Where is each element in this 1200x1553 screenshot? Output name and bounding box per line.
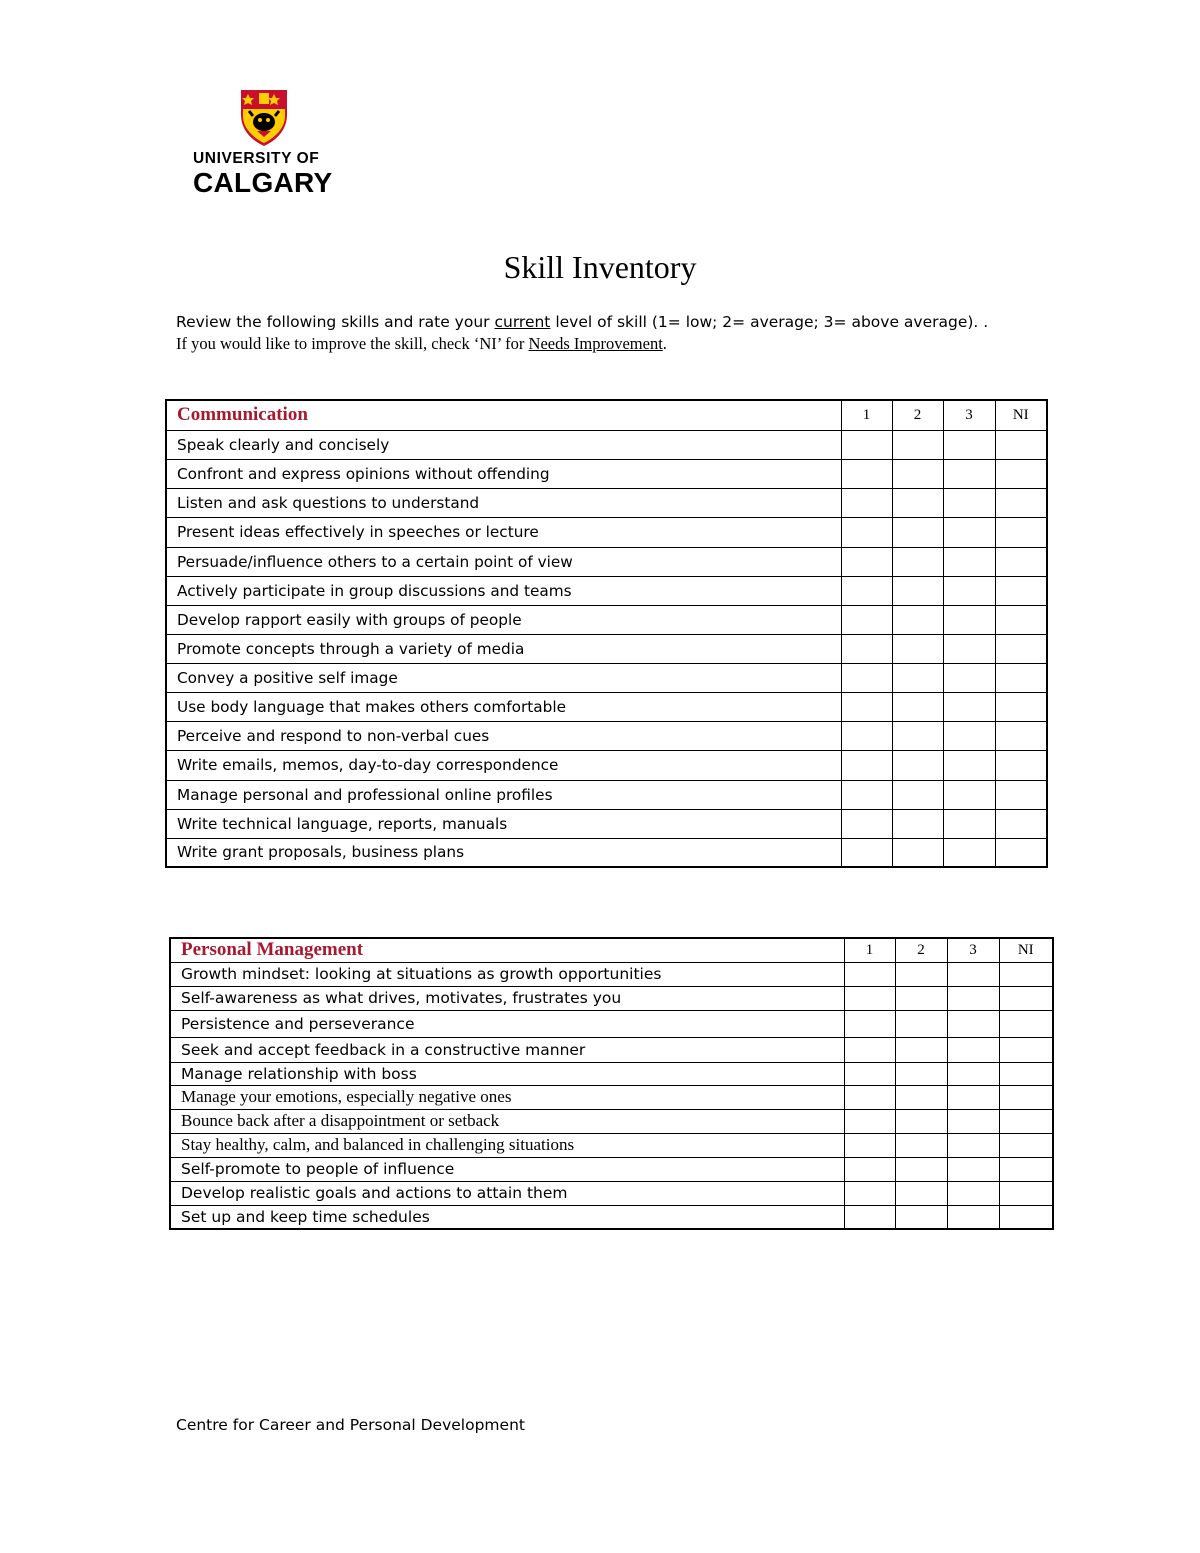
rating-checkbox[interactable] <box>943 692 995 721</box>
skill-row <box>170 1085 1053 1109</box>
skill-row <box>166 750 1047 780</box>
instructions-text: . <box>662 334 667 353</box>
communication-table <box>165 399 1048 868</box>
skill-row <box>166 634 1047 663</box>
rating-checkbox[interactable] <box>995 809 1047 838</box>
rating-column-header: 3 <box>943 400 995 430</box>
rating-checkbox[interactable] <box>995 605 1047 634</box>
rating-checkbox[interactable] <box>844 962 895 986</box>
page-title: Skill Inventory <box>503 249 697 285</box>
rating-checkbox[interactable] <box>999 1062 1053 1085</box>
rating-checkbox[interactable] <box>892 663 943 692</box>
wordmark-line1: UNIVERSITY OF <box>193 150 320 167</box>
rating-column-header: 2 <box>892 400 943 430</box>
skill-row <box>170 986 1053 1010</box>
rating-checkbox[interactable] <box>943 488 995 517</box>
rating-checkbox[interactable] <box>995 634 1047 663</box>
rating-checkbox[interactable] <box>841 605 892 634</box>
rating-checkbox[interactable] <box>995 721 1047 750</box>
skill-label: Use body language that makes others comfortable <box>166 692 841 721</box>
rating-checkbox[interactable] <box>947 1133 999 1157</box>
skill-row <box>170 1037 1053 1062</box>
skill-label: Manage relationship with boss <box>170 1062 844 1085</box>
skill-label: Actively participate in group discussions and teams <box>166 576 841 605</box>
rating-checkbox[interactable] <box>841 663 892 692</box>
skill-label: Growth mindset: looking at situations as growth opportunities <box>170 962 844 986</box>
instructions-line1 <box>176 311 1046 333</box>
skill-label: Speak clearly and concisely <box>166 430 841 459</box>
rating-checkbox[interactable] <box>895 1109 947 1133</box>
rating-checkbox[interactable] <box>892 459 943 488</box>
rating-checkbox[interactable] <box>943 750 995 780</box>
rating-checkbox[interactable] <box>995 576 1047 605</box>
instructions-line2 <box>176 333 1046 355</box>
skill-label: Promote concepts through a variety of media <box>166 634 841 663</box>
rating-checkbox[interactable] <box>947 1157 999 1181</box>
rating-checkbox[interactable] <box>999 1010 1053 1037</box>
rating-checkbox[interactable] <box>943 721 995 750</box>
rating-checkbox[interactable] <box>995 692 1047 721</box>
skill-label: Self-awareness as what drives, motivates, frustrates you <box>170 986 844 1010</box>
rating-checkbox[interactable] <box>995 547 1047 576</box>
skill-row <box>170 1181 1053 1205</box>
rating-checkbox[interactable] <box>841 488 892 517</box>
skill-row <box>166 721 1047 750</box>
rating-checkbox[interactable] <box>947 1205 999 1229</box>
rating-checkbox[interactable] <box>844 986 895 1010</box>
rating-checkbox[interactable] <box>995 780 1047 809</box>
skill-row <box>170 1157 1053 1181</box>
rating-checkbox[interactable] <box>841 721 892 750</box>
skill-label: Perceive and respond to non-verbal cues <box>166 721 841 750</box>
rating-checkbox[interactable] <box>895 1037 947 1062</box>
rating-checkbox[interactable] <box>943 576 995 605</box>
skill-label: Stay healthy, calm, and balanced in challenging situations <box>170 1133 844 1157</box>
rating-checkbox[interactable] <box>943 547 995 576</box>
rating-checkbox[interactable] <box>999 1157 1053 1181</box>
rating-checkbox[interactable] <box>943 634 995 663</box>
rating-checkbox[interactable] <box>999 1181 1053 1205</box>
rating-checkbox[interactable] <box>995 838 1047 867</box>
footer: Centre for Career and Personal Development <box>176 1416 525 1434</box>
rating-checkbox[interactable] <box>892 547 943 576</box>
skill-label: Develop realistic goals and actions to attain them <box>170 1181 844 1205</box>
rating-checkbox[interactable] <box>841 430 892 459</box>
rating-checkbox[interactable] <box>943 838 995 867</box>
rating-column-header: 1 <box>841 400 892 430</box>
personal-management-table <box>169 937 1054 1230</box>
instructions-text: level of skill (1= low; 2= average; 3= above average). . <box>550 313 989 331</box>
rating-checkbox[interactable] <box>892 605 943 634</box>
skill-row <box>166 605 1047 634</box>
skill-row <box>170 1109 1053 1133</box>
rating-checkbox[interactable] <box>844 1205 895 1229</box>
instructions-text: If you would like to improve the skill, check ‘NI’ for <box>176 334 529 353</box>
skill-label: Persistence and perseverance <box>170 1010 844 1037</box>
rating-checkbox[interactable] <box>895 1085 947 1109</box>
rating-checkbox[interactable] <box>947 986 999 1010</box>
skill-row <box>170 1133 1053 1157</box>
rating-checkbox[interactable] <box>892 838 943 867</box>
rating-checkbox[interactable] <box>999 1037 1053 1062</box>
rating-checkbox[interactable] <box>844 1010 895 1037</box>
rating-checkbox[interactable] <box>895 1010 947 1037</box>
rating-checkbox[interactable] <box>999 1085 1053 1109</box>
rating-checkbox[interactable] <box>999 1109 1053 1133</box>
rating-checkbox[interactable] <box>892 750 943 780</box>
skill-label: Set up and keep time schedules <box>170 1205 844 1229</box>
rating-checkbox[interactable] <box>892 634 943 663</box>
rating-checkbox[interactable] <box>844 1157 895 1181</box>
rating-checkbox[interactable] <box>892 517 943 547</box>
rating-checkbox[interactable] <box>895 1157 947 1181</box>
rating-checkbox[interactable] <box>841 547 892 576</box>
skill-label: Bounce back after a disappointment or setback <box>170 1109 844 1133</box>
rating-column-header: NI <box>995 400 1047 430</box>
instructions <box>176 311 1046 355</box>
rating-checkbox[interactable] <box>995 430 1047 459</box>
skill-row <box>166 809 1047 838</box>
rating-checkbox[interactable] <box>841 576 892 605</box>
rating-checkbox[interactable] <box>947 1010 999 1037</box>
rating-checkbox[interactable] <box>895 962 947 986</box>
rating-checkbox[interactable] <box>892 576 943 605</box>
rating-checkbox[interactable] <box>995 488 1047 517</box>
wordmark-line2: CALGARY <box>193 167 333 198</box>
section-heading: Personal Management <box>170 938 844 962</box>
skill-label: Write technical language, reports, manuals <box>166 809 841 838</box>
rating-checkbox[interactable] <box>844 1085 895 1109</box>
skill-label: Develop rapport easily with groups of people <box>166 605 841 634</box>
skill-label: Seek and accept feedback in a constructive manner <box>170 1037 844 1062</box>
rating-checkbox[interactable] <box>999 1205 1053 1229</box>
rating-checkbox[interactable] <box>892 721 943 750</box>
skill-label: Confront and express opinions without offending <box>166 459 841 488</box>
rating-checkbox[interactable] <box>943 780 995 809</box>
rating-checkbox[interactable] <box>995 517 1047 547</box>
rating-checkbox[interactable] <box>841 780 892 809</box>
rating-checkbox[interactable] <box>947 1062 999 1085</box>
skill-row <box>166 547 1047 576</box>
rating-checkbox[interactable] <box>895 986 947 1010</box>
rating-checkbox[interactable] <box>841 838 892 867</box>
rating-checkbox[interactable] <box>943 663 995 692</box>
rating-checkbox[interactable] <box>943 430 995 459</box>
rating-checkbox[interactable] <box>999 986 1053 1010</box>
rating-checkbox[interactable] <box>841 634 892 663</box>
rating-checkbox[interactable] <box>841 750 892 780</box>
rating-checkbox[interactable] <box>947 1109 999 1133</box>
skill-row <box>166 780 1047 809</box>
rating-column-header: 1 <box>844 938 895 962</box>
skill-label: Persuade/influence others to a certain point of view <box>166 547 841 576</box>
rating-checkbox[interactable] <box>844 1181 895 1205</box>
rating-checkbox[interactable] <box>895 1062 947 1085</box>
rating-checkbox[interactable] <box>892 488 943 517</box>
rating-checkbox[interactable] <box>844 1062 895 1085</box>
skill-label: Write emails, memos, day-to-day correspondence <box>166 750 841 780</box>
rating-checkbox[interactable] <box>995 663 1047 692</box>
rating-checkbox[interactable] <box>999 1133 1053 1157</box>
rating-checkbox[interactable] <box>947 1181 999 1205</box>
skill-label: Present ideas effectively in speeches or lecture <box>166 517 841 547</box>
section-heading: Communication <box>166 400 841 430</box>
rating-checkbox[interactable] <box>892 430 943 459</box>
rating-checkbox[interactable] <box>841 809 892 838</box>
rating-checkbox[interactable] <box>895 1181 947 1205</box>
instructions-text: Review the following skills and rate your <box>176 313 495 331</box>
skill-label: Manage personal and professional online profiles <box>166 780 841 809</box>
rating-checkbox[interactable] <box>943 605 995 634</box>
skill-row <box>170 1062 1053 1085</box>
rating-checkbox[interactable] <box>841 517 892 547</box>
rating-checkbox[interactable] <box>943 517 995 547</box>
rating-checkbox[interactable] <box>844 1109 895 1133</box>
rating-checkbox[interactable] <box>947 1085 999 1109</box>
skill-label: Listen and ask questions to understand <box>166 488 841 517</box>
skill-row <box>166 517 1047 547</box>
skill-row <box>166 576 1047 605</box>
rating-checkbox[interactable] <box>999 962 1053 986</box>
skill-label: Write grant proposals, business plans <box>166 838 841 867</box>
rating-checkbox[interactable] <box>895 1205 947 1229</box>
rating-checkbox[interactable] <box>892 692 943 721</box>
rating-checkbox[interactable] <box>995 750 1047 780</box>
skill-row <box>170 962 1053 986</box>
university-crest-icon <box>240 89 288 147</box>
skill-row <box>170 1205 1053 1229</box>
instructions-emphasis: Needs Improvement <box>528 334 663 353</box>
skill-label: Manage your emotions, especially negative ones <box>170 1085 844 1109</box>
rating-column-header: 3 <box>947 938 999 962</box>
skill-label: Convey a positive self image <box>166 663 841 692</box>
skill-row <box>166 663 1047 692</box>
skill-row <box>170 1010 1053 1037</box>
skill-row <box>166 459 1047 488</box>
university-logo <box>193 89 333 198</box>
university-wordmark <box>193 151 333 197</box>
rating-checkbox[interactable] <box>844 1133 895 1157</box>
rating-checkbox[interactable] <box>943 459 995 488</box>
rating-checkbox[interactable] <box>943 809 995 838</box>
rating-checkbox[interactable] <box>892 780 943 809</box>
rating-checkbox[interactable] <box>841 459 892 488</box>
skill-row <box>166 430 1047 459</box>
instructions-emphasis: current <box>494 313 551 331</box>
skill-row <box>166 838 1047 867</box>
skill-label: Self-promote to people of influence <box>170 1157 844 1181</box>
rating-column-header: 2 <box>895 938 947 962</box>
skill-row <box>166 488 1047 517</box>
rating-checkbox[interactable] <box>895 1133 947 1157</box>
rating-checkbox[interactable] <box>947 962 999 986</box>
rating-checkbox[interactable] <box>844 1037 895 1062</box>
rating-checkbox[interactable] <box>995 459 1047 488</box>
rating-column-header: NI <box>999 938 1053 962</box>
rating-checkbox[interactable] <box>892 809 943 838</box>
skill-row <box>166 692 1047 721</box>
rating-checkbox[interactable] <box>947 1037 999 1062</box>
rating-checkbox[interactable] <box>841 692 892 721</box>
